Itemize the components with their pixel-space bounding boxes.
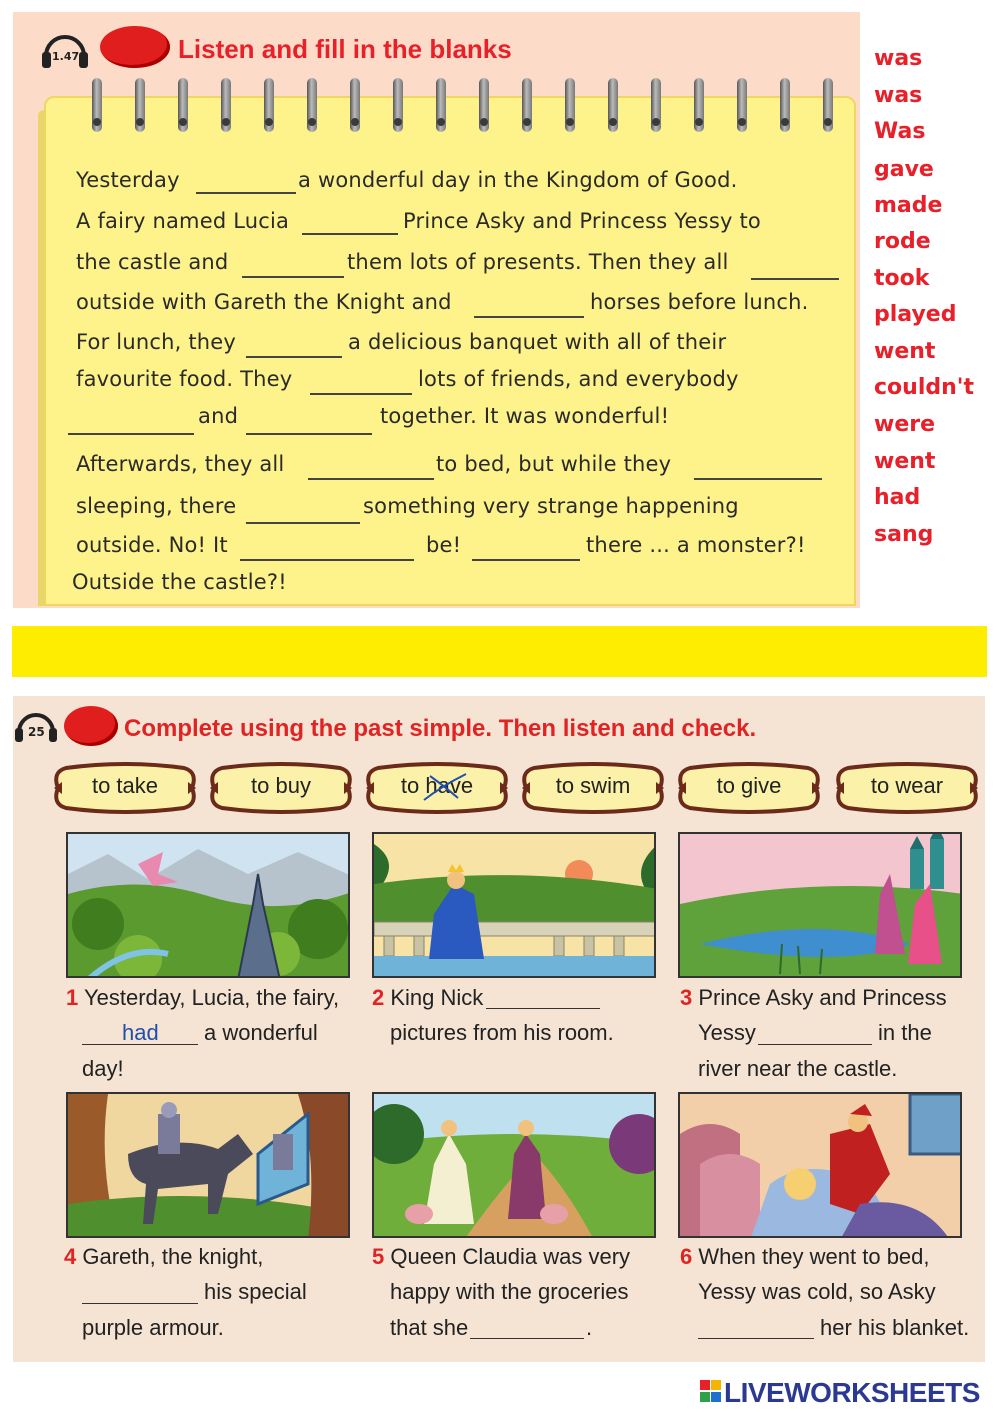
cross-out-mark — [364, 762, 510, 814]
story-text: lots of friends, and everybody — [418, 367, 739, 391]
story-text: a delicious banquet with all of their — [348, 330, 727, 354]
verb-label[interactable] — [52, 762, 198, 814]
headphones-icon[interactable] — [40, 28, 90, 70]
blank-input[interactable] — [240, 559, 414, 561]
item-caption — [66, 985, 339, 1011]
item-number: 2 — [372, 985, 385, 1010]
record-button-icon[interactable] — [100, 26, 170, 68]
knight-horse-picture — [66, 1092, 350, 1238]
story-text: together. It was wonderful! — [380, 404, 670, 428]
verb-label[interactable] — [834, 762, 980, 814]
record-button-icon[interactable] — [64, 706, 118, 746]
story-text: to bed, but while they — [436, 452, 672, 476]
story-text: sleeping, there — [76, 494, 237, 518]
story-text: A fairy named Lucia — [76, 209, 290, 233]
story-text: Yesterday — [76, 168, 180, 192]
caption-text: his special — [204, 1279, 307, 1304]
separator-band — [12, 626, 987, 677]
verb-label[interactable] — [676, 762, 822, 814]
caption-text: Prince Asky and Princess — [698, 985, 947, 1010]
caption-text: Queen Claudia was very — [390, 1244, 631, 1269]
blank-input[interactable] — [698, 1338, 814, 1339]
verb-text: to buy — [251, 773, 311, 798]
verb-text: to wear — [870, 773, 944, 798]
story-text: there ... a monster?! — [586, 533, 806, 557]
verb-text: to take — [91, 773, 159, 798]
word-bank-item[interactable]: went — [874, 339, 936, 364]
caption-text: her his blanket. — [820, 1315, 970, 1340]
story-text: outside with Gareth the Knight and — [76, 290, 452, 314]
blank-input[interactable] — [82, 1303, 198, 1304]
word-bank-item[interactable]: took — [874, 266, 930, 291]
item-number: 4 — [64, 1244, 77, 1269]
caption-text: purple armour. — [82, 1315, 224, 1340]
blank-input[interactable] — [246, 356, 342, 358]
verb-text: to give — [716, 773, 782, 798]
word-bank-item[interactable]: couldn't — [874, 375, 975, 400]
exercise2-title: Complete using the past simple. Then listen and check. — [124, 715, 757, 742]
caption-text: a wonderful — [204, 1020, 318, 1045]
caption-text: in the — [878, 1020, 932, 1045]
story-text: Prince Asky and Princess Yessy to — [403, 209, 761, 233]
blank-input[interactable] — [751, 278, 839, 280]
story-text: them lots of presents. Then they all — [347, 250, 729, 274]
story-text: be! — [426, 533, 462, 557]
word-bank-item[interactable]: rode — [874, 229, 931, 254]
blank-input[interactable] — [474, 316, 584, 318]
blank-input[interactable] — [486, 1008, 600, 1009]
verb-label-crossed[interactable] — [364, 762, 510, 814]
verb-label[interactable] — [520, 762, 666, 814]
audio-track-number: 1.47 — [52, 50, 80, 63]
word-bank-item[interactable]: sang — [874, 522, 934, 547]
river-castle-picture — [678, 832, 962, 978]
blank-input[interactable] — [310, 393, 412, 395]
king-balcony-picture — [372, 832, 656, 978]
blank-input[interactable] — [308, 478, 434, 480]
story-text: outside. No! It — [76, 533, 228, 557]
blank-input[interactable] — [196, 192, 296, 194]
caption-text: Yessy — [698, 1020, 756, 1045]
blank-input[interactable] — [470, 1338, 584, 1339]
answer-text[interactable]: had — [122, 1020, 159, 1045]
story-text: Outside the castle?! — [72, 570, 287, 594]
item-number: 1 — [66, 985, 79, 1010]
item-caption — [64, 1244, 263, 1270]
item-caption — [372, 985, 483, 1011]
word-bank-item[interactable]: had — [874, 485, 921, 510]
blank-input[interactable] — [758, 1044, 872, 1045]
word-bank-item[interactable]: played — [874, 302, 957, 327]
caption-text: that she — [390, 1315, 469, 1340]
story-text: For lunch, they — [76, 330, 237, 354]
word-bank-item[interactable]: gave — [874, 157, 934, 182]
fairy-castle-landscape-picture — [66, 832, 350, 978]
word-bank-item[interactable]: was — [874, 46, 923, 71]
item-caption — [372, 1244, 630, 1270]
caption-text: river near the castle. — [698, 1056, 898, 1081]
item-number: 5 — [372, 1244, 385, 1269]
word-bank-item[interactable]: went — [874, 449, 936, 474]
audio-track-number: 25 — [28, 725, 45, 739]
story-text: a wonderful day in the Kingdom of Good. — [298, 168, 738, 192]
story-text: Afterwards, they all — [76, 452, 285, 476]
blank-input[interactable] — [68, 433, 194, 435]
caption-text: When they went to bed, — [698, 1244, 930, 1269]
story-text: the castle and — [76, 250, 229, 274]
caption-text: King Nick — [390, 985, 484, 1010]
blank-input[interactable] — [302, 233, 398, 235]
verb-text: to have — [400, 773, 474, 798]
blank-input[interactable] — [246, 522, 360, 524]
caption-text: pictures from his room. — [390, 1020, 614, 1045]
word-bank-item[interactable]: Was — [874, 119, 926, 144]
queen-groceries-picture — [372, 1092, 656, 1238]
story-text: horses before lunch. — [590, 290, 809, 314]
liveworksheets-brand: LIVEWORKSHEETS — [724, 1377, 980, 1408]
story-text: and — [198, 404, 239, 428]
verb-label[interactable] — [208, 762, 354, 814]
caption-text: happy with the groceries — [390, 1279, 629, 1304]
liveworksheets-logo-icon — [700, 1378, 722, 1410]
word-bank-item[interactable]: were — [874, 412, 936, 437]
caption-text: Yessy was cold, so Asky — [698, 1279, 936, 1304]
blank-input[interactable] — [246, 433, 372, 435]
caption-text: day! — [82, 1056, 124, 1081]
word-bank-item[interactable]: was — [874, 83, 923, 108]
item-number: 3 — [680, 985, 693, 1010]
exercise1-title: Listen and fill in the blanks — [178, 34, 512, 64]
blank-input[interactable] — [694, 478, 822, 480]
caption-text: Yesterday, Lucia, the fairy, — [83, 985, 340, 1010]
verb-text: to swim — [555, 773, 631, 798]
caption-text: Gareth, the knight, — [82, 1244, 264, 1269]
item-caption — [680, 1244, 930, 1270]
word-bank-item[interactable]: made — [874, 193, 943, 218]
item-caption — [680, 985, 947, 1011]
headphones-icon[interactable] — [14, 706, 58, 744]
caption-text: . — [586, 1315, 593, 1340]
story-text: something very strange happening — [363, 494, 739, 518]
blank-input[interactable] — [242, 276, 344, 278]
bedroom-blanket-picture — [678, 1092, 962, 1238]
story-text: favourite food. They — [76, 367, 293, 391]
item-number: 6 — [680, 1244, 693, 1269]
blank-input[interactable] — [472, 559, 580, 561]
